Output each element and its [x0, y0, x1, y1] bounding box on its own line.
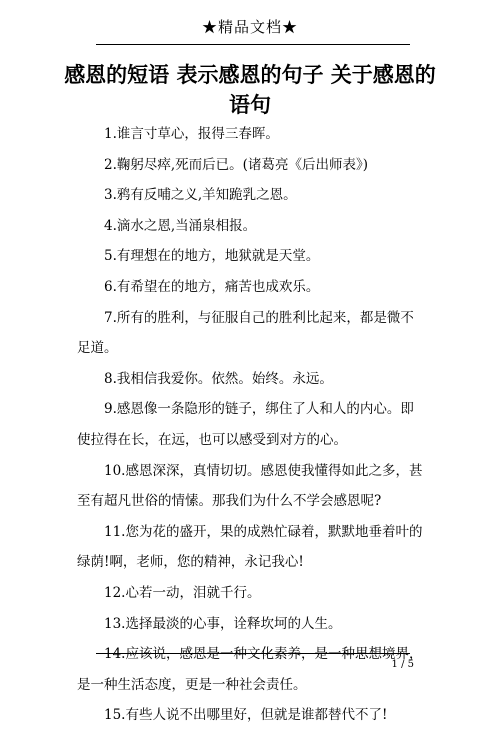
- paragraph-5: 5.有理想在的地方，地狱就是天堂。: [104, 248, 320, 265]
- paragraph-9: 9.感恩像一条隐形的链子，绑住了人和人的内心。即使拉得在长，在远，也可以感受到对方的心。: [77, 401, 414, 448]
- page-header: ★精品文档★: [201, 18, 298, 36]
- paragraph-4: 4.滴水之恩,当涌泉相报。: [104, 217, 257, 234]
- paragraph-10: 10.感恩深深，真情切切。感恩使我懂得如此之多，甚至有超凡世俗的情愫。那我们为什么不学会感恩呢?: [77, 462, 423, 510]
- document-body: [77, 119, 426, 731]
- paragraph-3: 3.鸦有反哺之义,羊知跪乳之恩。: [104, 187, 297, 204]
- paragraph-13: 13.选择最淡的心事，诠释坎坷的人生。: [104, 615, 342, 632]
- paragraph-15: 15.有些人说不出哪里好，但就是谁都替代不了!: [104, 707, 388, 724]
- paragraph-8: 8.我相信我爱你。依然。始终。永远。: [104, 370, 333, 387]
- paragraph-12: 12.心若一动，泪就千行。: [104, 584, 261, 601]
- paragraph-6: 6.有希望在的地方，痛苦也成欢乐。: [104, 278, 320, 295]
- paragraph-7: 7.所有的胜利，与征服自己的胜利比起来，都是微不足道。: [77, 309, 414, 357]
- header-divider: [96, 44, 410, 45]
- paragraph-1: 1.谁言寸草心，报得三春晖。: [104, 126, 279, 142]
- paragraph-2: 2.鞠躬尽瘁,死而后已。(诸葛亮《后出师表》): [104, 156, 368, 173]
- page-number: 1 / 5: [391, 659, 414, 670]
- paragraph-11: 11.您为花的盛开，果的成熟忙碌着，默默地垂着叶的绿荫!啊，老师，您的精神，永记我心!: [77, 523, 423, 571]
- footer-divider: [96, 653, 410, 654]
- paragraph-14: 14.应该说，感恩是一种文化素养，是一种思想境界，是一种生活态度，更是一种社会责任。: [77, 646, 423, 693]
- document-title: 感恩的短语 表示感恩的句子 关于感恩的语句: [64, 62, 436, 117]
